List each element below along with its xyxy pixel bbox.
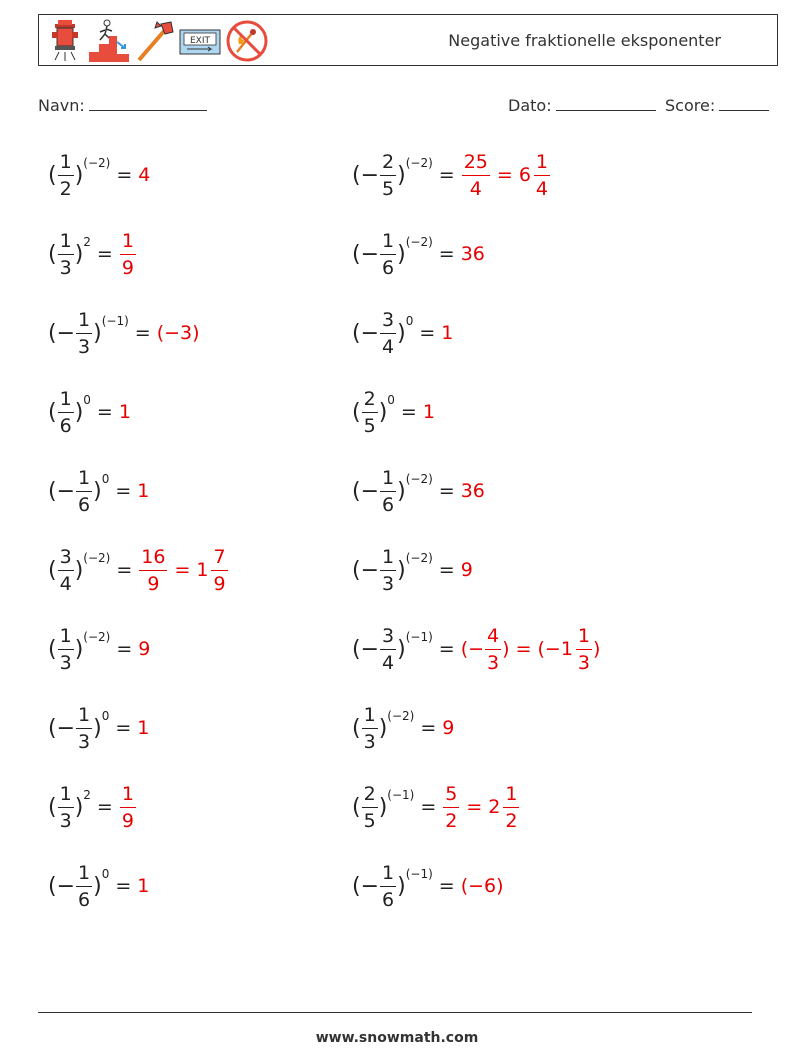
answer — [138, 638, 150, 660]
answer — [442, 781, 520, 834]
equals-sign: = — [96, 796, 113, 818]
answer — [138, 164, 150, 186]
base-fraction-denominator: 6 — [382, 256, 395, 279]
header-box — [38, 14, 778, 66]
base-fraction-denominator: 4 — [382, 335, 395, 358]
answer-mixed-fraction — [211, 544, 227, 597]
base-fraction — [76, 860, 92, 913]
answer-value: 9 — [138, 638, 151, 660]
base-fraction-denominator: 2 — [59, 177, 72, 200]
answer-whole: 1 — [196, 559, 209, 581]
answer — [138, 544, 228, 597]
exponent: 0 — [101, 867, 110, 881]
exponent: (−2) — [405, 551, 433, 565]
answer-whole: (−1 — [537, 638, 573, 660]
answer-equals: = — [496, 164, 513, 186]
base-fraction-numerator: 2 — [380, 149, 396, 176]
date-label: Dato: — [508, 96, 552, 115]
answer — [461, 243, 485, 265]
open-paren: ( — [48, 794, 57, 820]
close-paren: ) — [74, 241, 84, 267]
problem-8 — [352, 379, 435, 445]
base-fraction-denominator: 3 — [382, 572, 395, 595]
base-fraction-numerator: 1 — [380, 860, 396, 887]
answer — [461, 480, 485, 502]
base-fraction — [380, 228, 396, 281]
answer — [442, 717, 454, 739]
answer-mixed-fraction-numerator: 1 — [503, 781, 519, 808]
problem-19 — [48, 853, 149, 919]
answer — [137, 480, 149, 502]
answer-whole: 2 — [488, 796, 501, 818]
answer-equals: = — [466, 796, 483, 818]
exponent: 0 — [101, 709, 110, 723]
base-fraction — [380, 307, 396, 360]
base-fraction-denominator: 4 — [382, 651, 395, 674]
equals-sign: = — [115, 480, 132, 502]
open-paren: ( — [352, 794, 361, 820]
answer-value: 9 — [442, 717, 455, 739]
answer-fraction — [462, 149, 490, 202]
answer-mixed-fraction-denominator: 3 — [577, 651, 590, 674]
exponent: (−1) — [387, 788, 415, 802]
equals-sign: = — [400, 401, 417, 423]
base-fraction-denominator: 6 — [78, 493, 91, 516]
base-fraction-denominator: 3 — [59, 809, 72, 832]
base-fraction-numerator: 1 — [76, 702, 92, 729]
answer-fraction — [485, 623, 501, 676]
base-fraction-numerator: 1 — [76, 465, 92, 492]
answer-mixed-fraction-denominator: 4 — [535, 177, 548, 200]
answer-fraction-denominator: 9 — [121, 256, 134, 279]
answer-fraction-denominator: 9 — [147, 572, 160, 595]
problem-1 — [48, 142, 150, 208]
equals-sign: = — [115, 875, 132, 897]
answer-mixed-fraction — [534, 149, 550, 202]
equals-sign: = — [96, 401, 113, 423]
answer — [461, 559, 473, 581]
base-fraction — [58, 544, 74, 597]
answer — [461, 875, 504, 897]
open-paren: ( — [48, 399, 57, 425]
exponent: (−2) — [405, 156, 433, 170]
base-fraction-numerator: 1 — [58, 386, 74, 413]
exponent: (−1) — [101, 314, 129, 328]
answer-value: 4 — [138, 164, 151, 186]
close-paren: ) — [378, 794, 388, 820]
close-paren: ) — [397, 162, 406, 188]
answer-mixed-fraction — [576, 623, 592, 676]
answer-fraction — [120, 781, 136, 834]
problem-15 — [48, 695, 149, 761]
answer-fraction — [443, 781, 459, 834]
exponent: (−2) — [83, 630, 111, 644]
answer-whole: 6 — [518, 164, 531, 186]
close-paren: ) — [93, 320, 102, 346]
fire-hydrant-icon — [47, 18, 83, 64]
problem-4 — [352, 221, 485, 287]
equals-sign: = — [438, 559, 455, 581]
score-blank[interactable] — [719, 92, 769, 111]
problem-7 — [48, 379, 131, 445]
exponent: 2 — [83, 235, 91, 249]
answer — [461, 623, 601, 676]
equals-sign: = — [96, 243, 113, 265]
date-blank[interactable] — [556, 92, 656, 111]
exit-sign-icon — [179, 18, 221, 64]
close-paren: ) — [397, 241, 406, 267]
close-paren: ) — [397, 636, 406, 662]
problem-2 — [352, 142, 551, 208]
close-paren: ) — [378, 399, 388, 425]
close-paren: ) — [74, 399, 84, 425]
base-fraction-denominator: 6 — [59, 414, 72, 437]
open-paren: (− — [48, 873, 76, 899]
close-paren: ) — [74, 794, 84, 820]
base-fraction — [380, 623, 396, 676]
equals-sign: = — [134, 322, 151, 344]
svg-text:EXIT: EXIT — [189, 36, 211, 46]
problem-6 — [352, 300, 453, 366]
base-fraction-numerator: 1 — [76, 860, 92, 887]
close-paren: ) — [397, 557, 406, 583]
answer-close: ) — [502, 638, 510, 660]
score-label: Score: — [665, 96, 716, 115]
answer — [157, 322, 200, 344]
close-paren: ) — [74, 636, 84, 662]
equals-sign: = — [116, 638, 133, 660]
exponent: (−2) — [83, 551, 111, 565]
base-fraction-numerator: 2 — [362, 781, 378, 808]
answer-value: 1 — [118, 401, 131, 423]
base-fraction-numerator: 1 — [58, 228, 74, 255]
close-paren: ) — [397, 873, 406, 899]
base-fraction-numerator: 3 — [380, 307, 396, 334]
exponent: (−2) — [405, 235, 433, 249]
base-fraction-denominator: 4 — [59, 572, 72, 595]
equals-sign: = — [438, 638, 455, 660]
exponent: (−1) — [405, 630, 433, 644]
open-paren: (− — [352, 557, 380, 583]
page-title: Negative fraktionelle eksponenter — [448, 31, 721, 50]
open-paren: (− — [352, 636, 380, 662]
answer — [137, 717, 149, 739]
answer — [461, 149, 551, 202]
answer-fraction — [120, 228, 136, 281]
score-field — [665, 92, 769, 115]
equals-sign: = — [438, 164, 455, 186]
exponent: 0 — [83, 393, 91, 407]
answer-mixed-fraction-numerator: 1 — [534, 149, 550, 176]
open-paren: (− — [352, 241, 380, 267]
name-label: Navn: — [38, 96, 85, 115]
answer — [441, 322, 453, 344]
open-paren: (− — [352, 162, 380, 188]
close-paren: ) — [378, 715, 388, 741]
answer-fraction-denominator: 2 — [445, 809, 458, 832]
problem-18 — [352, 774, 520, 840]
base-fraction-numerator: 3 — [58, 544, 74, 571]
problem-20 — [352, 853, 504, 919]
base-fraction-numerator: 1 — [380, 544, 396, 571]
no-matches-icon — [225, 18, 269, 64]
base-fraction — [380, 860, 396, 913]
answer-fraction-denominator: 3 — [487, 651, 500, 674]
answer-value: 1 — [137, 480, 150, 502]
answer-value: (−6) — [460, 875, 504, 897]
answer-value: 9 — [460, 559, 473, 581]
base-fraction-numerator: 1 — [380, 228, 396, 255]
answer — [119, 781, 137, 834]
base-fraction — [76, 702, 92, 755]
base-fraction-numerator: 1 — [58, 149, 74, 176]
exponent: (−2) — [405, 472, 433, 486]
base-fraction-denominator: 6 — [382, 888, 395, 911]
fire-axe-icon — [135, 18, 175, 64]
close-paren: ) — [93, 715, 102, 741]
open-paren: ( — [352, 399, 361, 425]
footer-divider — [38, 1012, 752, 1013]
exponent: (−1) — [405, 867, 433, 881]
icon-strip — [47, 18, 269, 64]
answer-value: 1 — [137, 717, 150, 739]
answer-fraction-numerator: 25 — [462, 149, 490, 176]
close-paren: ) — [74, 557, 84, 583]
problem-16 — [352, 695, 454, 761]
base-fraction-denominator: 6 — [78, 888, 91, 911]
exponent: (−2) — [83, 156, 111, 170]
base-fraction-numerator: 3 — [380, 623, 396, 650]
equals-sign: = — [420, 796, 437, 818]
open-paren: ( — [48, 241, 57, 267]
answer-value: 1 — [422, 401, 435, 423]
answer-value: 1 — [441, 322, 454, 344]
answer-fraction-numerator: 4 — [485, 623, 501, 650]
exponent: 0 — [405, 314, 414, 328]
answer-fraction-denominator: 9 — [121, 809, 134, 832]
base-fraction — [380, 544, 396, 597]
answer — [119, 401, 131, 423]
open-paren: (− — [48, 320, 76, 346]
footer-website: www.snowmath.com — [315, 1030, 479, 1046]
problem-5 — [48, 300, 200, 366]
answer-equals: = — [174, 559, 191, 581]
base-fraction — [362, 781, 378, 834]
answer-fraction-numerator: 1 — [120, 228, 136, 255]
base-fraction-denominator: 5 — [363, 414, 376, 437]
answer-value: 36 — [460, 243, 485, 265]
base-fraction — [380, 149, 396, 202]
open-paren: (− — [352, 320, 380, 346]
problem-11 — [48, 537, 229, 603]
answer-fraction-numerator: 1 — [120, 781, 136, 808]
answer-mixed-fraction-denominator: 9 — [213, 572, 226, 595]
open-paren: ( — [48, 636, 57, 662]
answer-open: (− — [460, 638, 485, 660]
equals-sign: = — [115, 717, 132, 739]
answer-value: 36 — [460, 480, 485, 502]
answer — [423, 401, 435, 423]
base-fraction-denominator: 3 — [59, 651, 72, 674]
base-fraction-numerator: 1 — [76, 307, 92, 334]
answer-fraction-denominator: 4 — [469, 177, 482, 200]
base-fraction-numerator: 1 — [362, 702, 378, 729]
close-paren: ) — [397, 320, 406, 346]
answer-equals: = — [515, 638, 532, 660]
base-fraction — [58, 623, 74, 676]
equals-sign: = — [438, 243, 455, 265]
base-fraction-denominator: 3 — [78, 730, 91, 753]
name-field — [38, 92, 207, 115]
answer-close: ) — [593, 638, 601, 660]
base-fraction-numerator: 2 — [362, 386, 378, 413]
base-fraction-denominator: 5 — [382, 177, 395, 200]
base-fraction — [76, 465, 92, 518]
close-paren: ) — [93, 873, 102, 899]
problem-10 — [352, 458, 485, 524]
open-paren: ( — [48, 162, 57, 188]
base-fraction-denominator: 3 — [363, 730, 376, 753]
problem-3 — [48, 221, 137, 287]
open-paren: (− — [48, 478, 76, 504]
base-fraction-denominator: 3 — [78, 335, 91, 358]
close-paren: ) — [93, 478, 102, 504]
problem-9 — [48, 458, 149, 524]
exponent: 0 — [387, 393, 395, 407]
base-fraction — [362, 386, 378, 439]
answer-mixed-fraction-numerator: 1 — [576, 623, 592, 650]
base-fraction — [58, 781, 74, 834]
base-fraction — [58, 149, 74, 202]
base-fraction — [380, 465, 396, 518]
emergency-stairs-icon — [87, 18, 131, 64]
base-fraction-denominator: 3 — [59, 256, 72, 279]
date-field — [508, 92, 656, 115]
answer-value: 1 — [137, 875, 150, 897]
problem-14 — [352, 616, 600, 682]
equals-sign: = — [116, 559, 133, 581]
base-fraction-numerator: 1 — [58, 781, 74, 808]
close-paren: ) — [397, 478, 406, 504]
answer-fraction — [139, 544, 167, 597]
answer — [137, 875, 149, 897]
answer-mixed-fraction — [503, 781, 519, 834]
equals-sign: = — [116, 164, 133, 186]
name-blank[interactable] — [89, 92, 207, 111]
exponent: (−2) — [387, 709, 415, 723]
answer-value: (−3) — [156, 322, 200, 344]
answer-mixed-fraction-numerator: 7 — [211, 544, 227, 571]
open-paren: (− — [352, 478, 380, 504]
open-paren: ( — [352, 715, 361, 741]
base-fraction — [362, 702, 378, 755]
open-paren: ( — [48, 557, 57, 583]
close-paren: ) — [74, 162, 84, 188]
equals-sign: = — [420, 717, 437, 739]
base-fraction — [58, 228, 74, 281]
answer-mixed-fraction-denominator: 2 — [505, 809, 518, 832]
answer-fraction-numerator: 5 — [443, 781, 459, 808]
base-fraction — [76, 307, 92, 360]
base-fraction-numerator: 1 — [380, 465, 396, 492]
exponent: 0 — [101, 472, 110, 486]
problem-12 — [352, 537, 473, 603]
equals-sign: = — [438, 875, 455, 897]
problem-13 — [48, 616, 150, 682]
base-fraction — [58, 386, 74, 439]
base-fraction-denominator: 5 — [363, 809, 376, 832]
base-fraction-numerator: 1 — [58, 623, 74, 650]
exponent: 2 — [83, 788, 91, 802]
answer — [119, 228, 137, 281]
answer-fraction-numerator: 16 — [139, 544, 167, 571]
open-paren: (− — [48, 715, 76, 741]
equals-sign: = — [438, 480, 455, 502]
equals-sign: = — [419, 322, 436, 344]
problem-17 — [48, 774, 137, 840]
base-fraction-denominator: 6 — [382, 493, 395, 516]
open-paren: (− — [352, 873, 380, 899]
